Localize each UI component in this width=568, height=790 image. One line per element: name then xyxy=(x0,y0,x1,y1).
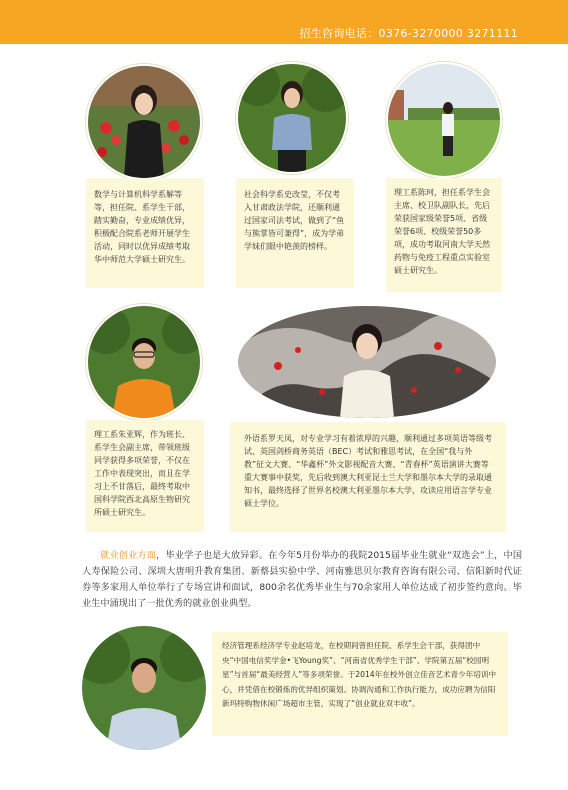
employment-highlight: 就业创业方面 xyxy=(100,550,157,561)
header-bar xyxy=(0,0,568,44)
student-photo-3 xyxy=(386,62,502,178)
student-bio-5: 外语系罗天凤，对专业学习有着浓厚的兴趣，顺利通过多项英语等级考试、英国剑桥商务英语（BEC）考试和雅思考试，在全国“我与外教”征文大赛、“华鑫杯”外文影视配音大赛、“青春杯”英语演讲大赛等重大赛事中获奖，先后收到澳大利亚昆士兰大学和墨尔本大学的录取通知书，最终选择了世界名校澳大利亚墨尔本大学，攻读应用语言学专业硕士学位。 xyxy=(244,434,492,508)
entrepreneur-photo xyxy=(82,626,206,750)
student-card-3 xyxy=(386,178,502,292)
entrepreneur-card xyxy=(212,632,508,736)
employment-paragraph xyxy=(82,548,522,612)
student-bio-1: 数学与计算机科学系解等等，担任院、系学生干部，踏实勤奋，专业成绩优异，积极配合院系老师开展学生活动，同时以优异成绩考取华中师范大学硕士研究生。 xyxy=(94,190,190,264)
student-photo-2 xyxy=(236,62,348,174)
student-photo-4 xyxy=(86,304,202,420)
student-photo-1 xyxy=(86,64,202,180)
admission-hotline: 招生咨询电话：0376-3270000 3271111 xyxy=(299,27,518,40)
student-bio-4: 理工系朱亚辉，作为班长、系学生会副主席，带领班级同学获得多项荣誉，不仅在工作中表现突出，而且在学习上不甘落后，最终考取中国科学院西北高原生物研究所硕士研究生。 xyxy=(94,430,190,517)
student-card-1 xyxy=(86,178,204,288)
entrepreneur-bio: 经济管理系经济学专业赵培龙，在校期间曾担任院、系学生会干部，获得团中央“中国电信奖学金•飞Young奖”、“河南省优秀学生干部”、学院第五届“校园明星”与首届“最美经营人”等多项荣誉。于2014年在校外创立佳音艺术青少年培训中心，并凭借在校锻炼的优异组织策划、协调沟通和工作执行能力，成功应聘为信阳新玛特购物休闲广场超市主管，实现了“创业就业双丰收”。 xyxy=(222,641,497,708)
student-card-5 xyxy=(230,422,506,532)
employment-text: ，毕业学子也是大放异彩。在今年5月份举办的我院2015届毕业生就业“双选会”上，中国人寿保险公司、深圳大唐明升教育集团、新蔡县实验中学、河南雅思贝尔教育咨询有限公司、信阳新时代证券等多家用人单位举行了专场宣讲和面试，800余名优秀毕业生与70余家用人单位达成了初步签约意向。毕业生中涌现出了一批优秀的就业创业典型。 xyxy=(82,550,523,609)
student-bio-2: 社会科学系史改莹，不仅考入甘肃政法学院，还顺利通过国家司法考试，做到了“鱼与熊掌皆可兼得”，成为学弟学妹们眼中艳羡的榜样。 xyxy=(244,190,345,251)
student-photo-5 xyxy=(238,306,496,418)
student-bio-3: 理工系陈珂，担任系学生会主席、校卫队副队长，先后荣获国家级荣誉5项、省级荣誉6项、校级荣誉50多项，成功考取河南大学天然药物与免疫工程重点实验室硕士研究生。 xyxy=(394,188,490,275)
student-card-2 xyxy=(236,178,354,288)
student-card-4 xyxy=(86,420,204,532)
